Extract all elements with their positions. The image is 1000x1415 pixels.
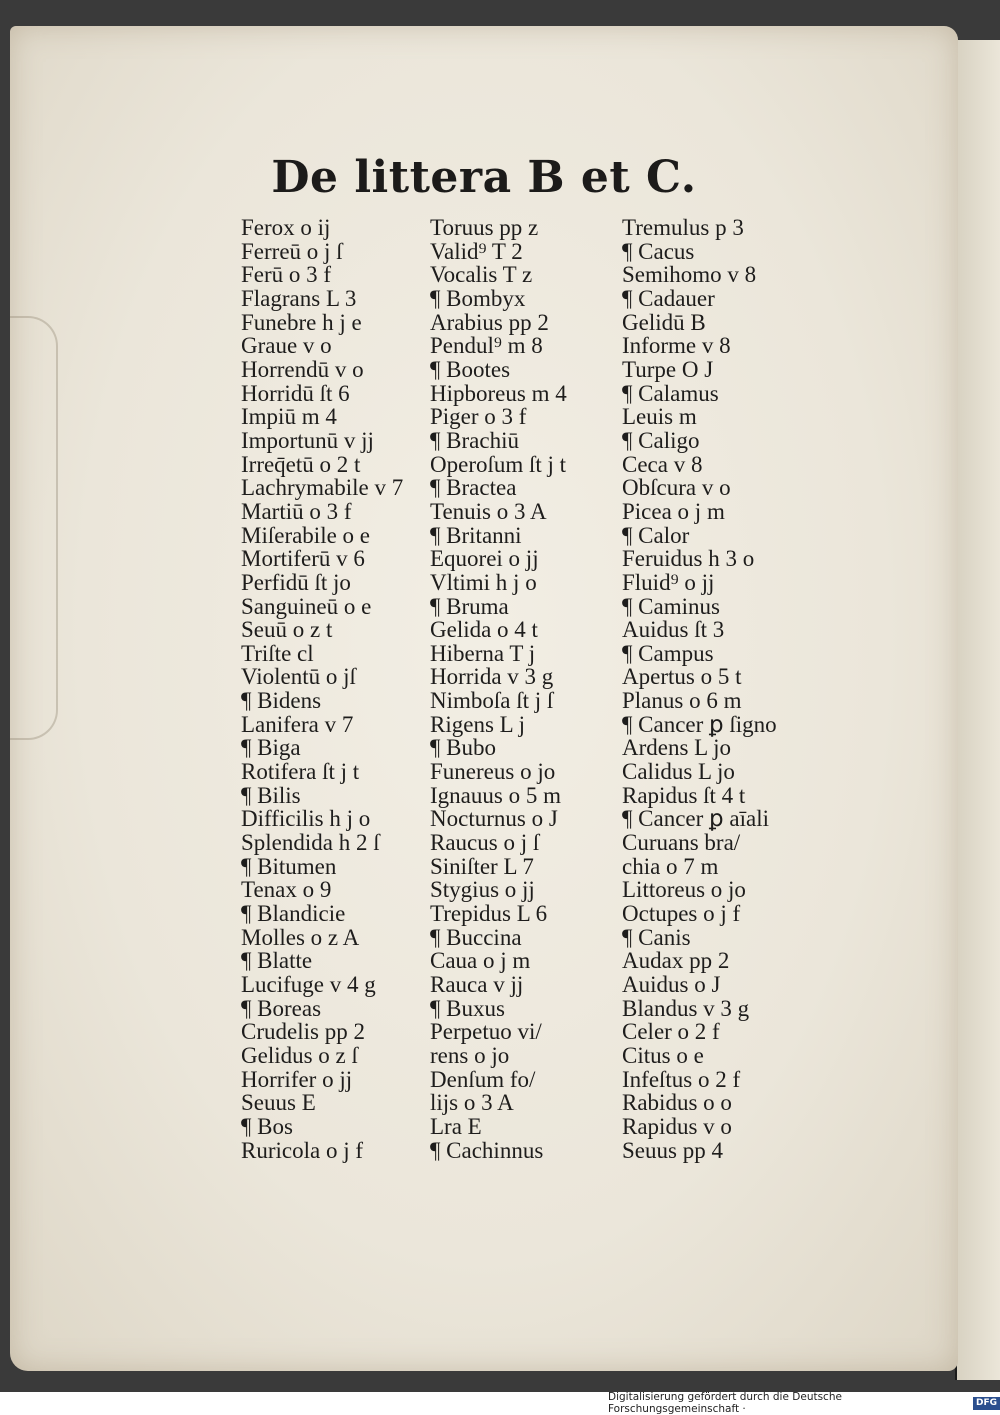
column-entry: Rigens L j <box>430 711 525 737</box>
column-entry: Littoreus o jo <box>622 877 746 903</box>
column-entry: Fluid⁹ o jj <box>622 569 715 595</box>
column-entry: Arabius pp 2 <box>430 309 549 335</box>
column-entry: Auidus o J <box>622 972 721 997</box>
column-entry: Obſcura v o <box>622 475 731 501</box>
column-entry: Graue v o <box>241 333 332 359</box>
column-entry: ¶ Bruma <box>430 593 509 619</box>
column-entry: Stygius o jj <box>430 877 535 903</box>
column-entry: Vltimi h j o <box>430 569 537 595</box>
column-entry: ¶ Cacus <box>622 238 695 264</box>
column-entry: Blandus v 3 g <box>622 995 750 1021</box>
column-entry: Importunū v jj <box>241 427 374 453</box>
column-entry: Tenuis o 3 A <box>430 498 547 524</box>
column-entry: Audax pp 2 <box>622 948 730 974</box>
column-entry: ¶ Bubo <box>430 735 497 761</box>
column-entry: Octupes o j f <box>622 901 741 927</box>
column-entry: Infeſtus o 2 f <box>622 1066 741 1092</box>
column-entry: Raucus o j ſ <box>430 830 540 856</box>
column-entry: Seuus pp 4 <box>622 1137 723 1163</box>
column-entry: Lucifuge v 4 g <box>241 972 376 997</box>
column-entry: Triſte cl <box>241 640 314 666</box>
column-entry: Caua o j m <box>430 948 531 974</box>
column-entry: Auidus ſt 3 <box>622 617 725 643</box>
column-entry: ¶ Blatte <box>241 948 313 974</box>
column-entry: Gelidus o z ſ <box>241 1042 358 1068</box>
column-entry: Molles o z A <box>241 924 360 950</box>
page-fold-mark <box>10 316 58 740</box>
column-entry: Sanguineū o e <box>241 593 372 619</box>
column-entry: Ruricola o j f <box>241 1137 363 1163</box>
column-entry: Nocturnus o J <box>430 806 558 832</box>
word-column-3 <box>622 216 777 1162</box>
column-entry: Seuū o z t <box>241 617 333 643</box>
column-entry: rens o jo <box>430 1042 510 1068</box>
column-entry: ¶ Bractea <box>430 475 517 501</box>
column-entry: Splendida h 2 ſ <box>241 830 380 856</box>
column-entry: ¶ Cancer ꝑ ſigno <box>622 711 777 737</box>
word-column-1 <box>241 216 403 1162</box>
column-entry: ¶ Biga <box>241 735 301 761</box>
column-entry: Siniſter L 7 <box>430 853 534 879</box>
column-entry: Horrida v 3 g <box>430 664 554 690</box>
column-entry: Horrendū v o <box>241 356 364 382</box>
column-entry: Perfidū ſt jo <box>241 569 351 595</box>
column-entry: Nimboſa ſt j ſ <box>430 688 554 714</box>
column-entry: ¶ Buxus <box>430 995 505 1021</box>
column-entry: ¶ Bidens <box>241 688 322 714</box>
column-entry: Ferox o ij <box>241 215 331 240</box>
column-entry: Rapidus ſt 4 t <box>622 782 746 808</box>
column-entry: Hipboreus m 4 <box>430 380 567 406</box>
column-entry: Miſerabile o e <box>241 522 371 548</box>
column-entry: Flagrans L 3 <box>241 285 357 311</box>
column-entry: ¶ Bootes <box>430 356 511 382</box>
word-column-2 <box>430 216 567 1162</box>
column-entry: Lachrymabile v 7 <box>241 475 404 501</box>
column-entry: Semihomo v 8 <box>622 262 757 288</box>
column-entry: Perpetuo vi/ <box>430 1019 542 1045</box>
column-entry: Valid⁹ T 2 <box>430 238 523 264</box>
column-entry: Horridū ſt 6 <box>241 380 350 406</box>
column-entry: Tremulus p 3 <box>622 215 744 240</box>
column-entry: Citus o e <box>622 1042 704 1068</box>
column-entry: ¶ Caminus <box>622 593 720 619</box>
dfg-logo-icon: DFG <box>973 1397 1000 1410</box>
column-entry: Equorei o jj <box>430 546 539 572</box>
column-entry: Turpe O J <box>622 356 714 382</box>
column-entry: Calidus L jo <box>622 759 735 785</box>
column-entry: Trepidus L 6 <box>430 901 548 927</box>
column-entry: Denſum fo/ <box>430 1066 536 1092</box>
column-entry: Rotifera ſt j t <box>241 759 360 785</box>
column-entry: ¶ Boreas <box>241 995 322 1021</box>
column-entry: Curuans bra/ <box>622 830 741 856</box>
column-entry: chia o 7 m <box>622 853 719 879</box>
column-entry: ¶ Britanni <box>430 522 522 548</box>
column-entry: Crudelis pp 2 <box>241 1019 365 1045</box>
column-entry: Apertus o 5 t <box>622 664 742 690</box>
column-entry: Informe v 8 <box>622 333 731 359</box>
column-entry: Pendul⁹ m 8 <box>430 333 543 359</box>
column-entry: ¶ Brachiū <box>430 427 519 453</box>
column-entry: Rabidus o o <box>622 1090 732 1116</box>
column-entry: lijs o 3 A <box>430 1090 514 1116</box>
column-entry: Ferū o 3 f <box>241 262 332 288</box>
column-entry: Irreq̄etū o 2 t <box>241 451 361 477</box>
column-entry: ¶ Calor <box>622 522 690 548</box>
next-page-edge <box>955 40 1000 1380</box>
column-entry: Funereus o jo <box>430 759 556 785</box>
column-entry: Picea o j m <box>622 498 725 524</box>
footer-text: Digitalisierung gefördert durch die Deutsche Forschungsgemeinschaft · <box>608 1391 842 1415</box>
column-entry: Piger o 3 f <box>430 404 527 430</box>
column-entry: Gelidū B <box>622 309 706 335</box>
column-entry: Ardens L jo <box>622 735 732 761</box>
column-entry: Feruidus h 3 o <box>622 546 755 572</box>
column-entry: Ignauus o 5 m <box>430 782 561 808</box>
column-entry: ¶ Bos <box>241 1113 293 1139</box>
column-entry: Toruus pp z <box>430 215 539 240</box>
column-entry: Leuis m <box>622 404 697 430</box>
column-entry: ¶ Cadauer <box>622 285 715 311</box>
column-entry: ¶ Blandicie <box>241 901 346 927</box>
column-entry: Operoſum ſt j t <box>430 451 567 477</box>
column-entry: ¶ Buccina <box>430 924 522 950</box>
column-entry: Seuus E <box>241 1090 316 1116</box>
column-entry: Mortiferū v 6 <box>241 546 365 572</box>
column-entry: Lra E <box>430 1113 482 1139</box>
column-entry: Difficilis h j o <box>241 806 371 832</box>
column-entry: ¶ Bombyx <box>430 285 526 311</box>
column-entry: Hiberna T j <box>430 640 536 666</box>
column-entry: ¶ Cachinnus <box>430 1137 544 1163</box>
column-entry: Gelida o 4 t <box>430 617 538 643</box>
page-title: De littera B et C. <box>271 152 697 203</box>
column-entry: ¶ Campus <box>622 640 714 666</box>
column-entry: Vocalis T z <box>430 262 533 288</box>
column-entry: ¶ Bilis <box>241 782 301 808</box>
column-entry: Rapidus v o <box>622 1113 732 1139</box>
book-page <box>10 26 958 1371</box>
column-entry: Funebre h j e <box>241 309 362 335</box>
column-entry: ¶ Calamus <box>622 380 719 406</box>
footer-credit <box>608 1391 1000 1415</box>
column-entry: Ceca v 8 <box>622 451 703 477</box>
column-entry: Lanifera v 7 <box>241 711 354 737</box>
column-entry: ¶ Canis <box>622 924 691 950</box>
column-entry: Horrifer o jj <box>241 1066 353 1092</box>
column-entry: ¶ Bitumen <box>241 853 337 879</box>
column-entry: Martiū o 3 f <box>241 498 352 524</box>
column-entry: Celer o 2 f <box>622 1019 720 1045</box>
column-entry: Planus o 6 m <box>622 688 742 714</box>
column-entry: Ferreū o j ſ <box>241 238 343 264</box>
column-entry: Impiū m 4 <box>241 404 337 430</box>
column-entry: ¶ Caligo <box>622 427 700 453</box>
column-entry: Violentū o jſ <box>241 664 356 690</box>
column-entry: ¶ Cancer ꝑ aīali <box>622 806 769 832</box>
column-entry: Rauca v jj <box>430 972 524 997</box>
column-entry: Tenax o 9 <box>241 877 332 903</box>
